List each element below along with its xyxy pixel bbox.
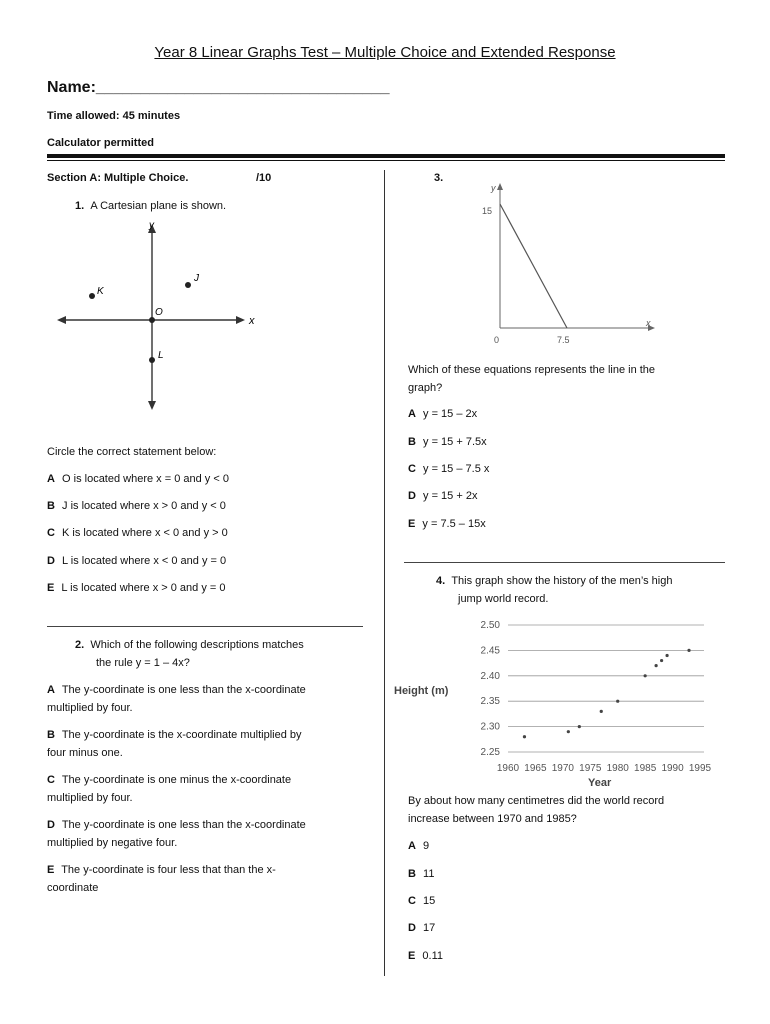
q1-number: 1.: [75, 200, 85, 212]
x-tick-label: 1975: [579, 763, 602, 774]
q2-option-b[interactable]: B The y-coordinate is the x-coordinate multiplied by four minus one.: [47, 729, 302, 759]
q1-instruction: Circle the correct statement below:: [47, 446, 217, 458]
y-tick-label: 2.50: [480, 620, 500, 631]
chart-x-label: Year: [588, 777, 612, 789]
q4-option-a[interactable]: A 9: [408, 840, 430, 852]
q1-label-j: J: [194, 273, 199, 284]
q3-number: 3.: [434, 172, 444, 184]
x-tick-label: 1965: [524, 763, 547, 774]
chart-points: [523, 649, 691, 739]
q3-line-graph: [470, 180, 670, 350]
x-tick-label: 1960: [496, 763, 520, 774]
q3-line: [500, 204, 567, 328]
q3-option-c[interactable]: C y = 15 – 7.5 x: [408, 463, 490, 475]
q4-option-b[interactable]: B 11: [408, 868, 435, 880]
q2-option-d[interactable]: D The y-coordinate is one less than the x-coordinate multiplied by negative four.: [47, 819, 306, 849]
q1-y-arrow-down: [148, 401, 156, 410]
q2-option-a[interactable]: A The y-coordinate is one less than the x-coordinate multiplied by four.: [47, 684, 306, 714]
q2-option-c[interactable]: C The y-coordinate is one minus the x-coordinate multiplied by four.: [47, 774, 292, 804]
q4-option-c[interactable]: C 15: [408, 895, 436, 907]
q2-number: 2.: [75, 639, 85, 651]
q1-point-j: [185, 282, 191, 288]
q4-option-d[interactable]: D 17: [408, 922, 436, 934]
time-allowed: [47, 110, 180, 122]
q4-text-line1: This graph show the history of the men’s high: [451, 575, 673, 587]
q3-x-intercept-label: 7.5: [557, 335, 570, 345]
x-tick-label: 1985: [634, 763, 657, 774]
x-tick-label: 1995: [688, 763, 712, 774]
time-value: 45 minutes: [122, 110, 181, 122]
q2-option-e[interactable]: E The y-coordinate is four less that than the x- coordinate: [47, 864, 276, 894]
data-point: [644, 674, 647, 677]
q1-point-l: [149, 357, 155, 363]
q3-q4-divider: [404, 562, 725, 563]
section-score: /10: [256, 172, 272, 184]
q3-y-intercept-label: 15: [482, 206, 493, 216]
q2-text-line1: Which of the following descriptions matches: [90, 639, 304, 651]
x-tick-label: 1980: [606, 763, 629, 774]
chart-y-ticks: [481, 620, 501, 758]
q4-question-line1: By about how many centimetres did the world record: [408, 795, 665, 807]
q4-high-jump-chart: [390, 614, 735, 794]
header-divider: [47, 154, 725, 158]
q4-option-e[interactable]: E 0.11: [408, 950, 443, 962]
q3-text-line2: graph?: [408, 382, 443, 394]
q4-number: 4.: [436, 575, 446, 587]
chart-x-ticks: [497, 763, 712, 774]
y-tick-label: 2.40: [480, 670, 500, 682]
time-label: Time allowed:: [47, 110, 120, 122]
data-point: [523, 735, 526, 738]
x-tick-label: 1990: [661, 763, 684, 774]
q1-axis-x-label: x: [249, 315, 255, 327]
q3-option-a[interactable]: A y = 15 – 2x: [408, 408, 478, 420]
q1-option-b[interactable]: B J is located where x > 0 and y < 0: [47, 500, 226, 512]
calculator-note: Calculator permitted: [47, 137, 154, 149]
data-point: [687, 649, 690, 652]
q1-x-arrow-left: [57, 316, 66, 324]
data-point: [655, 664, 658, 667]
q1-label-l: L: [158, 350, 164, 361]
y-tick-label: 2.30: [480, 721, 500, 733]
q4-prompt: [436, 572, 672, 590]
q1-cartesian-plane: [55, 218, 265, 413]
chart-gridlines: [508, 625, 704, 752]
q3-option-b[interactable]: B y = 15 + 7.5x: [408, 436, 487, 448]
data-point: [578, 725, 581, 728]
q1-option-c[interactable]: C K is located where x < 0 and y > 0: [47, 527, 228, 539]
y-tick-label: 2.45: [480, 645, 500, 657]
chart-y-label: Height (m): [394, 685, 449, 697]
name-field[interactable]: Name:_________________________________: [47, 79, 390, 96]
q2-prompt: [75, 636, 304, 654]
q1-q2-divider: [47, 626, 363, 627]
data-point: [600, 710, 603, 713]
q3-axis-x: x: [646, 318, 651, 328]
q4-text-line2: jump world record.: [458, 593, 549, 605]
q1-prompt: [75, 197, 226, 215]
q1-x-arrow-right: [236, 316, 245, 324]
q1-axis-y-label: y: [149, 220, 154, 231]
page-title: Year 8 Linear Graphs Test – Multiple Choice and Extended Response: [154, 44, 616, 61]
q2-text-line2: the rule y = 1 – 4x?: [96, 657, 190, 669]
data-point: [665, 654, 668, 657]
q1-point-k: [89, 293, 95, 299]
column-divider: [384, 170, 385, 976]
x-tick-label: 1970: [551, 763, 574, 774]
q1-text: A Cartesian plane is shown.: [90, 200, 227, 212]
q3-origin-label: 0: [494, 335, 500, 345]
q4-question-line2: increase between 1970 and 1985?: [408, 813, 577, 825]
q1-label-k: K: [97, 286, 104, 297]
data-point: [567, 730, 570, 733]
q3-axis-y: y: [491, 183, 496, 193]
q1-label-o: O: [155, 307, 163, 318]
y-tick-label: 2.25: [480, 747, 500, 758]
q3-option-d[interactable]: D y = 15 + 2x: [408, 490, 478, 502]
header-divider-thin: [47, 160, 725, 161]
q3-text-line1: Which of these equations represents the line in the: [408, 364, 656, 376]
y-tick-label: 2.35: [480, 696, 500, 708]
q1-option-e[interactable]: E L is located where x > 0 and y = 0: [47, 582, 226, 594]
q3-option-e[interactable]: E y = 7.5 – 15x: [408, 518, 486, 530]
data-point: [616, 700, 619, 703]
q1-option-d[interactable]: D L is located where x < 0 and y = 0: [47, 555, 227, 567]
q1-option-a[interactable]: A O is located where x = 0 and y < 0: [47, 473, 229, 485]
data-point: [660, 659, 663, 662]
section-title: Section A: Multiple Choice.: [47, 172, 189, 184]
